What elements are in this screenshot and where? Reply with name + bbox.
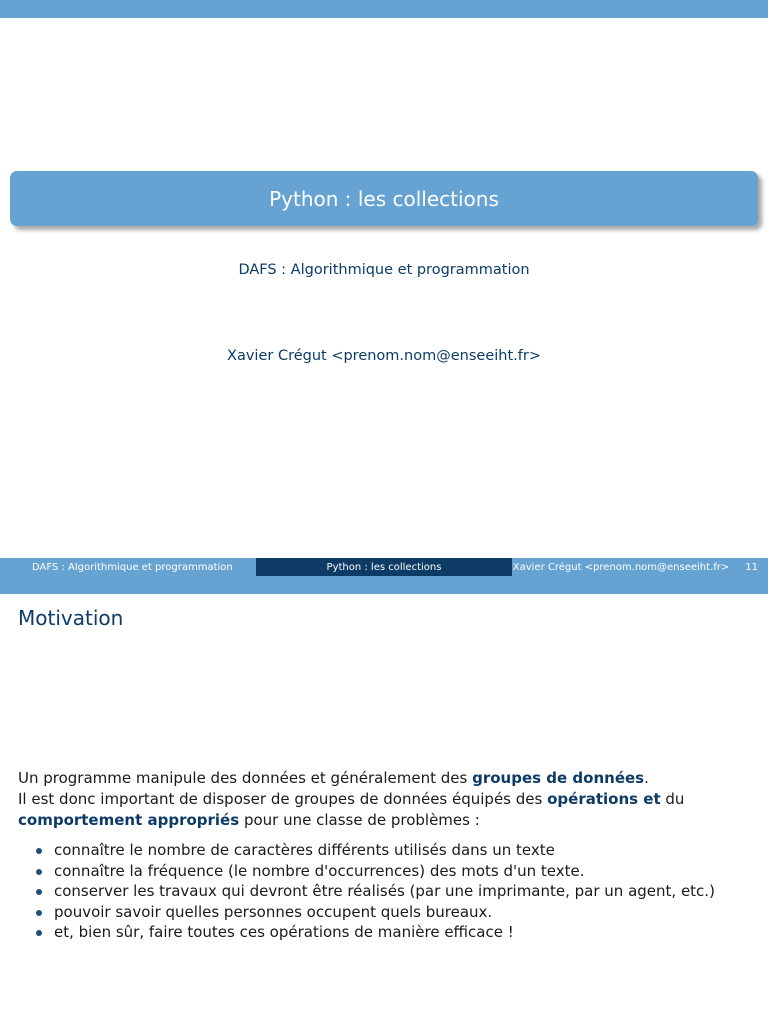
- presentation-title: Python : les collections: [269, 186, 499, 211]
- footer-page-number: 11: [745, 561, 758, 573]
- list-item: pouvoir savoir quelles personnes occupent quels bureaux.: [36, 902, 756, 923]
- slide2-header-bar: [0, 576, 768, 594]
- list-item: connaître le nombre de caractères différents utilisés dans un texte: [36, 840, 756, 861]
- presentation-subtitle: DAFS : Algorithmique et programmation: [238, 262, 530, 278]
- list-item: conserver les travaux qui devront être réalisés (par une imprimante, par un agent, etc.): [36, 881, 756, 902]
- presentation-author: Xavier Crégut <prenom.nom@enseeiht.fr>: [227, 348, 541, 364]
- frame-title: Motivation: [18, 606, 124, 630]
- header-bar: [0, 0, 768, 18]
- bullet-list: [36, 840, 756, 943]
- paragraph-line-1: Un programme manipule des données et généralement des groupes de données.: [18, 769, 649, 787]
- paragraph-line-2: Il est donc important de disposer de groupes de données équipés des opérations et du comportement appropriés pour une classe de problèmes :: [18, 790, 685, 829]
- list-item: connaître la fréquence (le nombre d'occurrences) des mots d'un texte.: [36, 861, 756, 882]
- footer-topic: Python : les collections: [256, 558, 512, 576]
- body-paragraph: [18, 768, 748, 831]
- footer-author: Xavier Crégut <prenom.nom@enseeiht.fr>: [512, 561, 730, 573]
- list-item: et, bien sûr, faire toutes ces opérations de manière efficace !: [36, 922, 756, 943]
- footer-author-page: [512, 558, 768, 576]
- footer-course: DAFS : Algorithmique et programmation: [0, 558, 256, 576]
- footer-bar: [0, 558, 768, 576]
- presentation-title-box: [10, 171, 758, 226]
